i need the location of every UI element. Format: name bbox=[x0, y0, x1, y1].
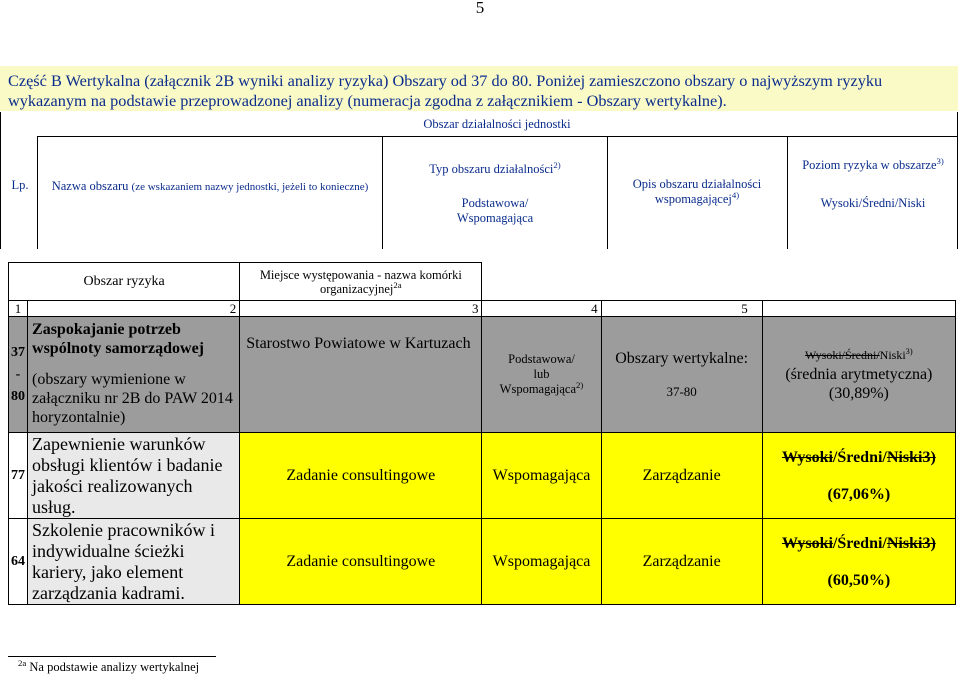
row-risk-b: /Średni/ bbox=[832, 534, 887, 552]
row-desc: Zarządzanie bbox=[601, 433, 762, 519]
group-type-a: Podstawowa/ bbox=[508, 352, 575, 366]
risk-column-sub: Wysoki/Średni/Niski bbox=[820, 196, 926, 210]
column-number: 3 bbox=[240, 301, 482, 317]
row-risk-c: Niski3) bbox=[886, 534, 936, 552]
group-risk-value: (30,89%) bbox=[828, 385, 889, 402]
row-risk bbox=[762, 433, 955, 519]
row-desc: Zarządzanie bbox=[601, 519, 762, 605]
column-number: 5 bbox=[601, 301, 762, 317]
row-place: Zadanie consultingowe bbox=[240, 433, 482, 519]
type-column-sup: 2) bbox=[553, 159, 561, 170]
group-desc-b: 37-80 bbox=[666, 383, 697, 399]
footnote-text: Na podstawie analizy wertykalnej bbox=[29, 660, 200, 674]
desc-column-header bbox=[622, 177, 772, 207]
group-range-start: 37 bbox=[11, 344, 25, 360]
row-place: Zadanie consultingowe bbox=[240, 519, 482, 605]
row-risk bbox=[762, 519, 955, 605]
row-risk-a: Wysoki bbox=[781, 448, 833, 466]
table-row bbox=[9, 433, 956, 519]
group-title: Zaspokajanie potrzeb wspólnoty samorządowej bbox=[32, 321, 205, 357]
group-note: (obszary wymienione w załączniku nr 2B do PAW 2014 horyzontalnie) bbox=[32, 371, 233, 426]
place-header-text: Miejsce występowania - nazwa komórki organizacyjnej bbox=[259, 267, 462, 296]
place-header-sup: 2a bbox=[393, 279, 402, 290]
group-risk-note: (średnia arytmetyczna) bbox=[785, 366, 933, 383]
risk-table bbox=[8, 262, 956, 605]
row-type: Wspomagająca bbox=[482, 433, 601, 519]
unit-area-header: Obszar działalności jednostki bbox=[423, 117, 571, 131]
name-column-title: Nazwa obszaru bbox=[51, 179, 129, 193]
group-place: Starostwo Powiatowe w Kartuzach bbox=[240, 317, 482, 433]
row-risk-a: Wysoki bbox=[781, 534, 833, 552]
column-number: 1 bbox=[9, 301, 28, 317]
header-sep-3 bbox=[607, 136, 608, 249]
row-risk-b: /Średni/ bbox=[832, 448, 887, 466]
header-divider bbox=[37, 136, 957, 137]
table-header-row bbox=[9, 263, 956, 301]
group-risk-plain: Niski bbox=[879, 348, 906, 362]
group-type-sup: 2) bbox=[576, 379, 584, 390]
risk-column-header bbox=[790, 155, 956, 173]
footnote-sup: 2a bbox=[18, 657, 27, 668]
footnote bbox=[18, 657, 200, 675]
row-lp: 77 bbox=[9, 433, 28, 519]
group-risk-strike: Wysoki/Średni/ bbox=[805, 348, 880, 362]
risk-column-sup: 3) bbox=[936, 155, 944, 166]
section-banner bbox=[0, 66, 958, 111]
name-column-note: (ze wskazaniem nazwy jednostki, jeżeli to konieczne) bbox=[131, 181, 369, 193]
row-risk-value: (60,50%) bbox=[827, 571, 891, 589]
banner-text: Część B Wertykalna (załącznik 2B wyniki analizy ryzyka) Obszary od 37 do 80. Poniżej zamieszczono obszary o najwyższym ryzyku wykazanym na podstawie przeprowadzonej analizy (numeracja zgodna z załącznikiem - Obszary wertykalne). bbox=[8, 71, 883, 110]
column-number: 2 bbox=[28, 301, 240, 317]
lp-header: Lp. bbox=[11, 178, 29, 192]
row-type: Wspomagająca bbox=[482, 519, 601, 605]
name-column-header bbox=[40, 179, 380, 195]
type-column-header bbox=[385, 159, 605, 177]
row-risk-c: Niski3) bbox=[886, 448, 936, 466]
row-risk-value: (67,06%) bbox=[827, 485, 891, 503]
column-number-blank bbox=[762, 301, 955, 317]
row-name: Zapewnienie warunków obsługi klientów i badanie jakości realizowanych usług. bbox=[28, 433, 240, 519]
footnote-separator bbox=[8, 656, 216, 657]
desc-column-sup: 4) bbox=[731, 189, 740, 200]
risk-column-title: Poziom ryzyka w obszarze bbox=[802, 158, 937, 172]
group-desc bbox=[601, 317, 762, 433]
group-name bbox=[28, 317, 240, 433]
type-column-sub: Podstawowa/ Wspomagająca bbox=[456, 196, 534, 225]
page-number: 5 bbox=[475, 0, 485, 17]
table-row bbox=[9, 519, 956, 605]
header-sep-2 bbox=[382, 136, 383, 249]
group-risk-sup: 3) bbox=[905, 347, 913, 356]
group-type-b: lub bbox=[533, 367, 550, 381]
header-border-right bbox=[957, 112, 958, 249]
row-lp: 64 bbox=[9, 519, 28, 605]
group-type-c: Wspomagająca bbox=[499, 382, 577, 396]
group-desc-a: Obszary wertykalne: bbox=[615, 349, 749, 367]
group-range-end: 80 bbox=[11, 388, 25, 404]
group-range bbox=[9, 317, 28, 433]
group-type bbox=[482, 317, 601, 433]
group-risk bbox=[762, 317, 955, 433]
header-blank bbox=[482, 263, 956, 301]
place-header bbox=[240, 263, 482, 301]
group-range-dash: - bbox=[15, 366, 21, 382]
column-number: 4 bbox=[482, 301, 601, 317]
risk-area-header: Obszar ryzyka bbox=[9, 263, 240, 301]
type-column-title: Typ obszaru działalności bbox=[429, 162, 554, 176]
column-numbers-row bbox=[9, 301, 956, 317]
header-sep-4 bbox=[787, 136, 788, 249]
desc-column-title: Opis obszaru działalności wspomagającej bbox=[632, 177, 762, 206]
header-border-left bbox=[0, 112, 1, 249]
group-row bbox=[9, 317, 956, 433]
header-sep-1 bbox=[37, 136, 38, 249]
row-name: Szkolenie pracowników i indywidualne ścieżki kariery, jako element zarządzania kadrami. bbox=[28, 519, 240, 605]
